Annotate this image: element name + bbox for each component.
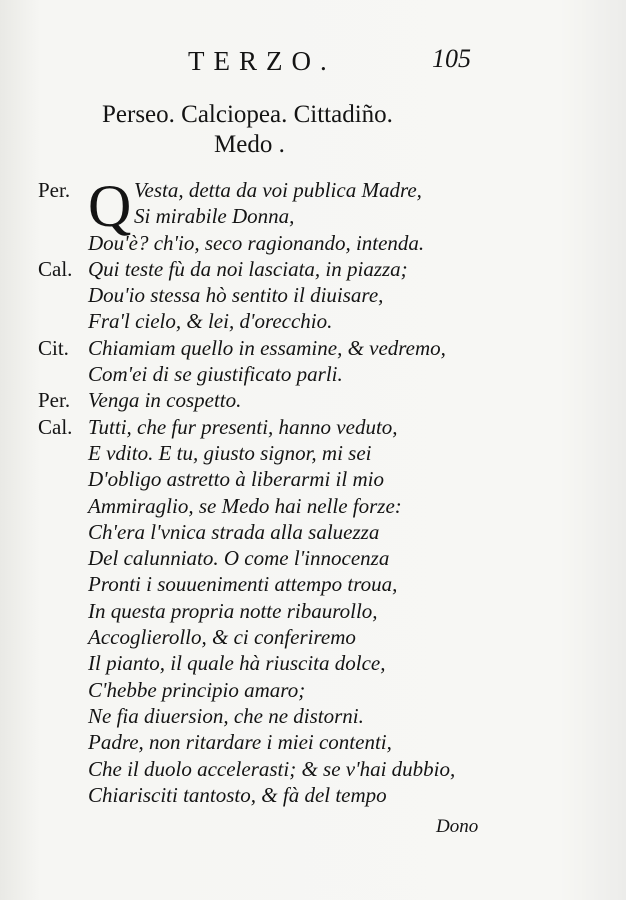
verse-line [0, 282, 626, 308]
drop-capital: Q [88, 173, 132, 239]
line-text: Si mirabile Donna, [134, 204, 295, 229]
line-text: Dou'è? ch'io, seco ragionando, intenda. [88, 230, 425, 255]
line-text: Il pianto, il quale hà riuscita dolce, [88, 651, 386, 676]
verse-line [0, 729, 626, 755]
line-text: Del calunniato. O come l'innocenza [88, 546, 390, 571]
verse-line [0, 466, 626, 492]
line-text: Ch'era l'vnica strada alla saluezza [88, 519, 380, 544]
verse-line [0, 650, 626, 676]
running-head: TERZO. [188, 46, 336, 76]
catchword: Dono [436, 816, 479, 837]
line-text: Venga in cospetto. [88, 388, 242, 413]
line-text: C'hebbe principio amaro; [88, 677, 306, 702]
page-number: 105 [432, 44, 471, 73]
line-text: Tutti, che fur presenti, hanno veduto, [88, 414, 398, 439]
line-text: Che il duolo accelerasti; & se v'hai dubbio, [88, 756, 456, 781]
verse-line [0, 571, 626, 597]
verse-line [0, 256, 626, 282]
line-text: Pronti i souuenimenti attempo troua, [88, 572, 398, 597]
speaker-label: Cal. [38, 256, 73, 281]
verse-line [0, 756, 626, 782]
line-text: Vesta, detta da voi publica Madre, [134, 178, 422, 202]
verse-block [0, 173, 626, 808]
verse-line [0, 387, 626, 413]
verse-line [0, 414, 626, 440]
verse-line [0, 545, 626, 571]
line-text: Ammiraglio, se Medo hai nelle forze: [88, 493, 402, 518]
persons-line-2: Medo . [214, 131, 285, 158]
verse-line [0, 493, 626, 519]
verse-line [0, 308, 626, 334]
verse-line [0, 703, 626, 729]
line-text: Fra'l cielo, & lei, d'orecchio. [88, 309, 333, 334]
verse-line [0, 782, 626, 808]
line-text: Dou'io stessa hò sentito il diuisare, [88, 283, 384, 308]
verse-line [0, 677, 626, 703]
verse-line [0, 335, 626, 361]
line-text: Ne fia diuersion, che ne distorni. [88, 703, 364, 728]
line-text: In questa propria notte ribaurollo, [88, 598, 378, 623]
line-text: Chiarisciti tantosto, & fà del tempo [88, 782, 387, 807]
verse-line [0, 361, 626, 387]
line-text: D'obligo astretto à liberarmi il mio [88, 467, 384, 492]
dramatis-personae [102, 100, 393, 160]
speaker-label: Per. [38, 388, 71, 413]
line-text: Com'ei di se giustificato parli. [88, 362, 343, 387]
speaker-label: Cal. [38, 414, 73, 439]
line-text: Accoglierollo, & ci conferiremo [88, 625, 356, 650]
persons-line-1: Perseo. Calciopea. Cittadiño. [102, 101, 393, 128]
line-text: E vdito. E tu, giusto signor, mi sei [88, 440, 372, 465]
verse-line [0, 230, 626, 256]
speaker-label: Per. [38, 178, 71, 202]
verse-line [0, 203, 626, 229]
verse-line [0, 624, 626, 650]
line-text: Qui teste fù da noi lasciata, in piazza; [88, 256, 408, 281]
line-text: Chiamiam quello in essamine, & vedremo, [88, 335, 446, 360]
verse-line [0, 440, 626, 466]
verse-line [0, 598, 626, 624]
verse-line [0, 177, 626, 203]
speaker-label: Cit. [38, 335, 69, 360]
verse-line [0, 519, 626, 545]
line-text: Padre, non ritardare i miei contenti, [88, 730, 392, 755]
